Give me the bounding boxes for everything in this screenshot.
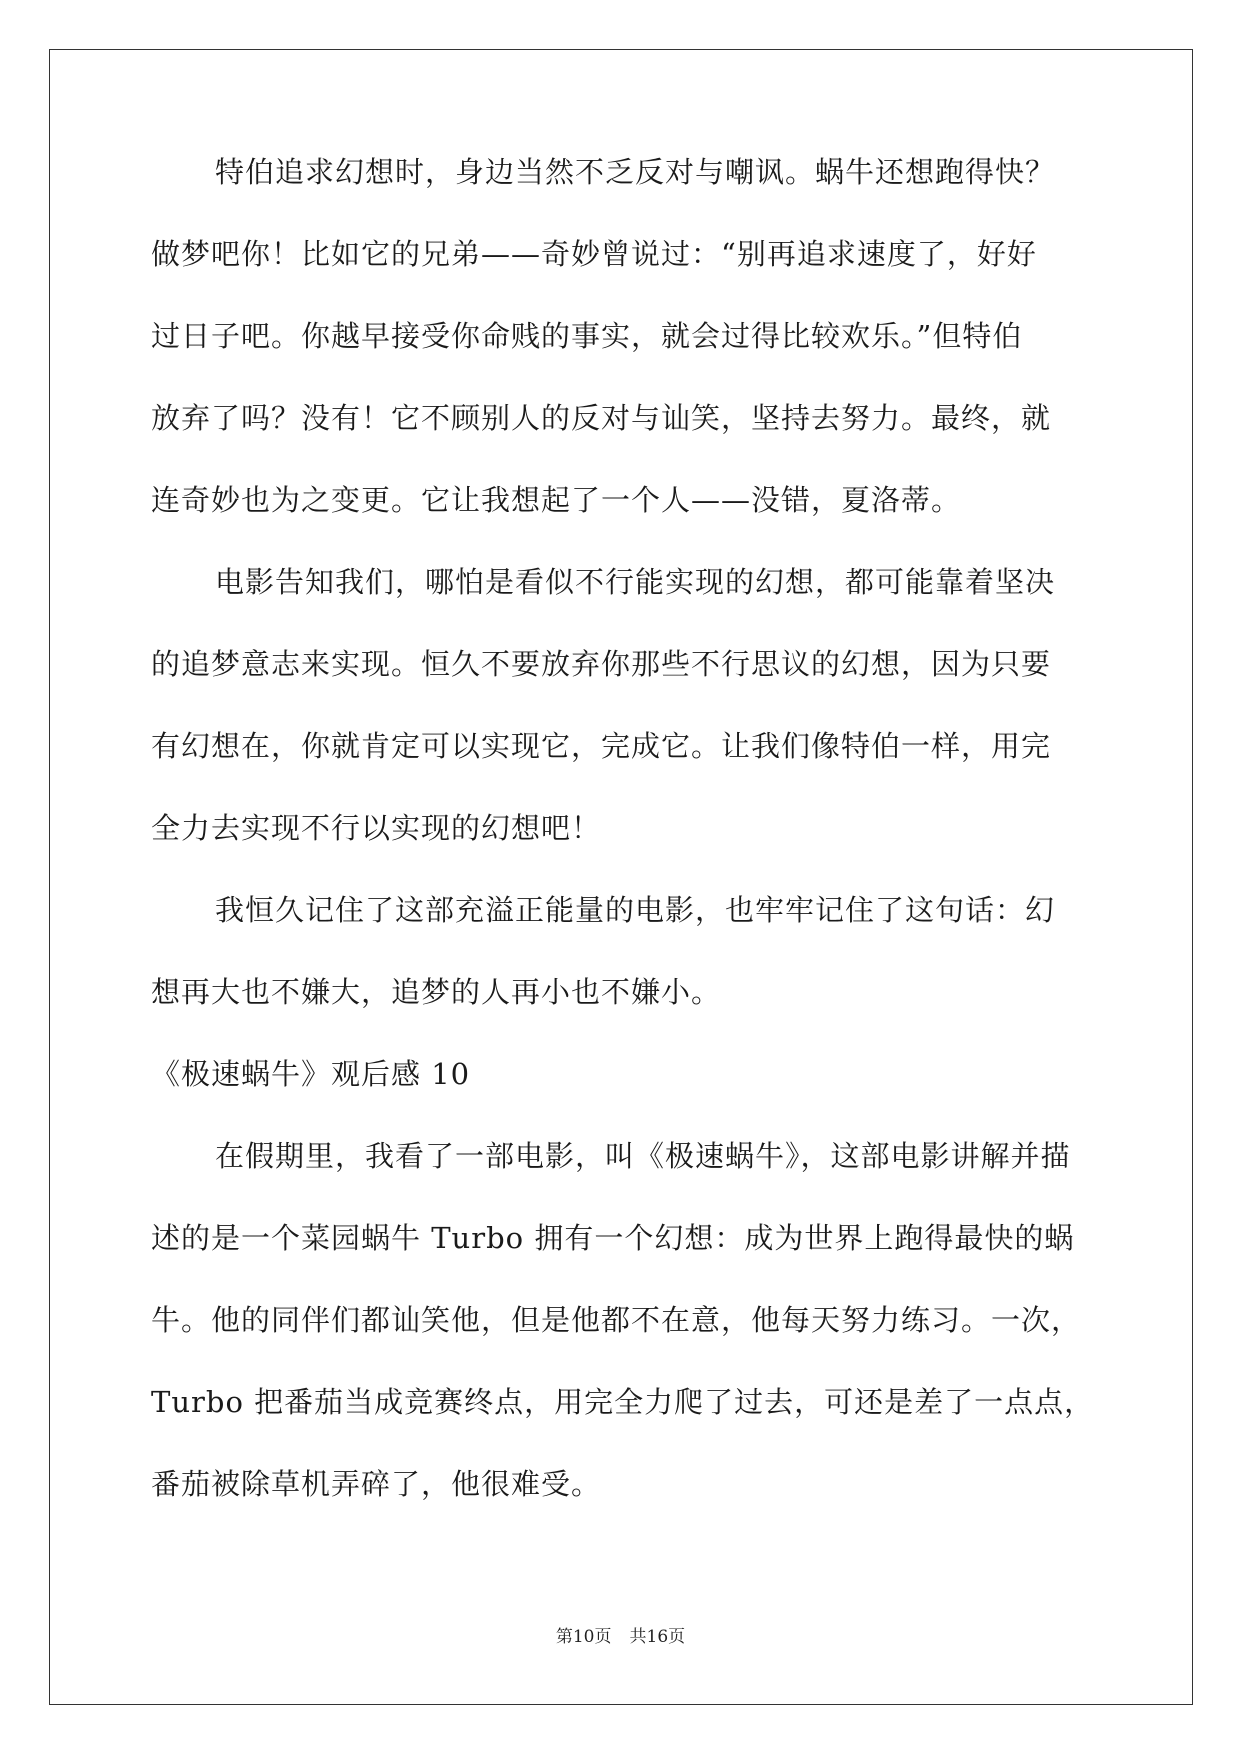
paragraph-line: 特伯追求幻想时，身边当然不乏反对与嘲讽。蜗牛还想跑得快？ [215,155,1056,189]
paragraph-line: 牛。他的同伴们都讪笑他，但是他都不在意，他每天努力练习。一次， [151,1303,1082,1337]
paragraph-line: 述的是一个菜园蜗牛 Turbo 拥有一个幻想：成为世界上跑得最快的蜗 [151,1221,1075,1255]
document-body [151,152,1095,1546]
page-number-current: 第10页 [555,1627,612,1647]
paragraph-line: Turbo 把番茄当成竞赛终点，用完全力爬了过去，可还是差了一点点， [151,1385,1095,1419]
section-heading: 《极速蜗牛》观后感 10 [151,1057,471,1091]
paragraph-line: 番茄被除草机弄碎了，他很难受。 [151,1467,602,1501]
paragraph-line: 的追梦意志来实现。恒久不要放弃你那些不行思议的幻想，因为只要 [151,647,1052,681]
paragraph-line: 想再大也不嫌大，追梦的人再小也不嫌小。 [151,975,722,1009]
page-footer [0,1622,1241,1647]
paragraph-line: 连奇妙也为之变更。它让我想起了一个人——没错，夏洛蒂。 [151,483,962,517]
paragraph-line: 做梦吧你！比如它的兄弟——奇妙曾说过：“别再追求速度了，好好 [151,237,1037,271]
paragraph-line: 全力去实现不行以实现的幻想吧！ [151,811,602,845]
paragraph-line: 过日子吧。你越早接受你命贱的事实，就会过得比较欢乐。”但特伯 [151,319,1023,353]
paragraph-line: 在假期里，我看了一部电影，叫《极速蜗牛》，这部电影讲解并描 [215,1139,1071,1173]
paragraph-line: 我恒久记住了这部充溢正能量的电影，也牢牢记住了这句话：幻 [215,893,1056,927]
paragraph-line: 放弃了吗？没有！它不顾别人的反对与讪笑，坚持去努力。最终，就 [151,401,1052,435]
page-number-total: 共16页 [629,1627,686,1647]
paragraph-line: 有幻想在，你就肯定可以实现它，完成它。让我们像特伯一样，用完 [151,729,1052,763]
paragraph-line: 电影告知我们，哪怕是看似不行能实现的幻想，都可能靠着坚决 [215,565,1056,599]
